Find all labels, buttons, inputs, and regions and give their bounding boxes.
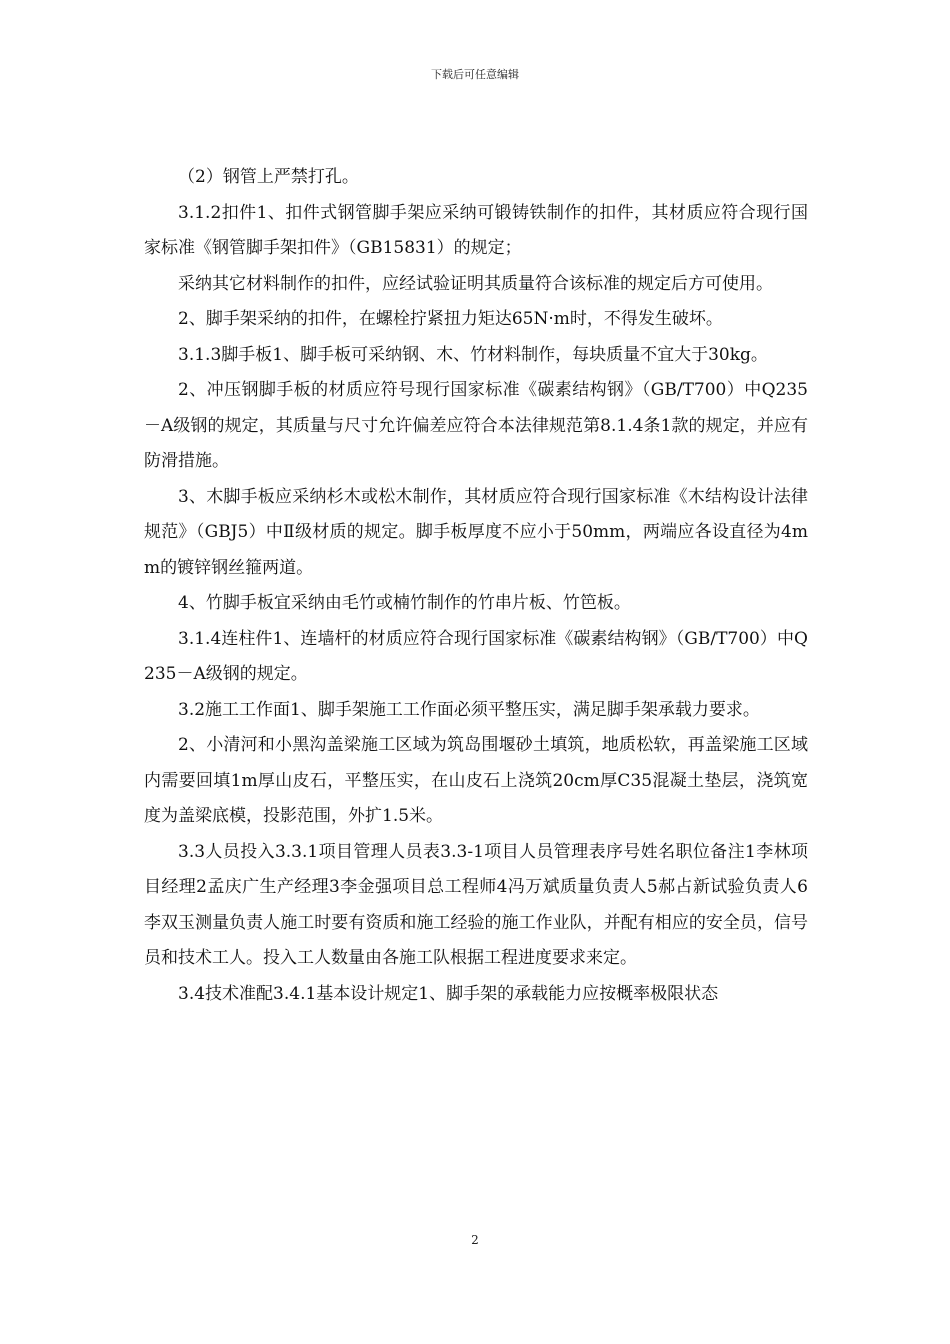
paragraph: 2、小清河和小黑沟盖梁施工区域为筑岛围堰砂土填筑，地质松软，再盖梁施工区域内需要回填1m厚山皮石，平整压实，在山皮石上浇筑20cm厚C35混凝土垫层，浇筑宽度为盖梁底模，投影范围，外扩1.5米。 [144, 735, 808, 826]
paragraph: 2、冲压钢脚手板的材质应符号现行国家标准《碳素结构钢》（GB/T700）中Q235－A级钢的规定，其质量与尺寸允许偏差应符合本法律规范第8.1.4条1款的规定，并应有防滑措施。 [144, 380, 808, 471]
paragraph: 3.1.2扣件1、扣件式钢管脚手架应采纳可锻铸铁制作的扣件，其材质应符合现行国家标准《钢管脚手架扣件》（GB15831）的规定； [144, 202, 808, 258]
paragraph: 3.1.4连柱件1、连墙杆的材质应符合现行国家标准《碳素结构钢》（GB/T700）中Q235－A级钢的规定。 [144, 628, 808, 684]
document-body [144, 160, 808, 1012]
paragraph: 3.4技术准配3.4.1基本设计规定1、脚手架的承载能力应按概率极限状态 [178, 983, 719, 1004]
paragraph: 3.2施工工作面1、脚手架施工工作面必须平整压实，满足脚手架承载力要求。 [178, 699, 760, 720]
page-number: 2 [471, 1233, 479, 1247]
paragraph: 3.3人员投入3.3.1项目管理人员表3.3-1项目人员管理表序号姓名职位备注1李林项目经理2孟庆广生产经理3李金强项目总工程师4冯万斌质量负责人5郝占新试验负责人6李双玉测量负责人施工时要有资质和施工经验的施工作业队，并配有相应的安全员，信号员和技术工人。投入工人数量由各施工队根据工程进度要求来定。 [144, 841, 808, 968]
paragraph: （2）钢管上严禁打孔。 [178, 167, 359, 187]
paragraph: 采纳其它材料制作的扣件，应经试验证明其质量符合该标准的规定后方可使用。 [178, 273, 773, 294]
paragraph: 3、木脚手板应采纳杉木或松木制作，其材质应符合现行国家标准《木结构设计法律规范》（GBJ5）中Ⅱ级材质的规定。脚手板厚度不应小于50mm，两端应各设直径为4mm的镀锌钢丝箍两道。 [144, 486, 808, 578]
paragraph: 4、竹脚手板宜采纳由毛竹或楠竹制作的竹串片板、竹笆板。 [178, 593, 631, 613]
paragraph: 3.1.3脚手板1、脚手板可采纳钢、木、竹材料制作，每块质量不宜大于30kg。 [178, 344, 768, 365]
page-header: 下载后可任意编辑 [431, 68, 519, 81]
paragraph: 2、脚手架采纳的扣件，在螺栓拧紧扭力矩达65N·m时，不得发生破坏。 [178, 309, 723, 329]
